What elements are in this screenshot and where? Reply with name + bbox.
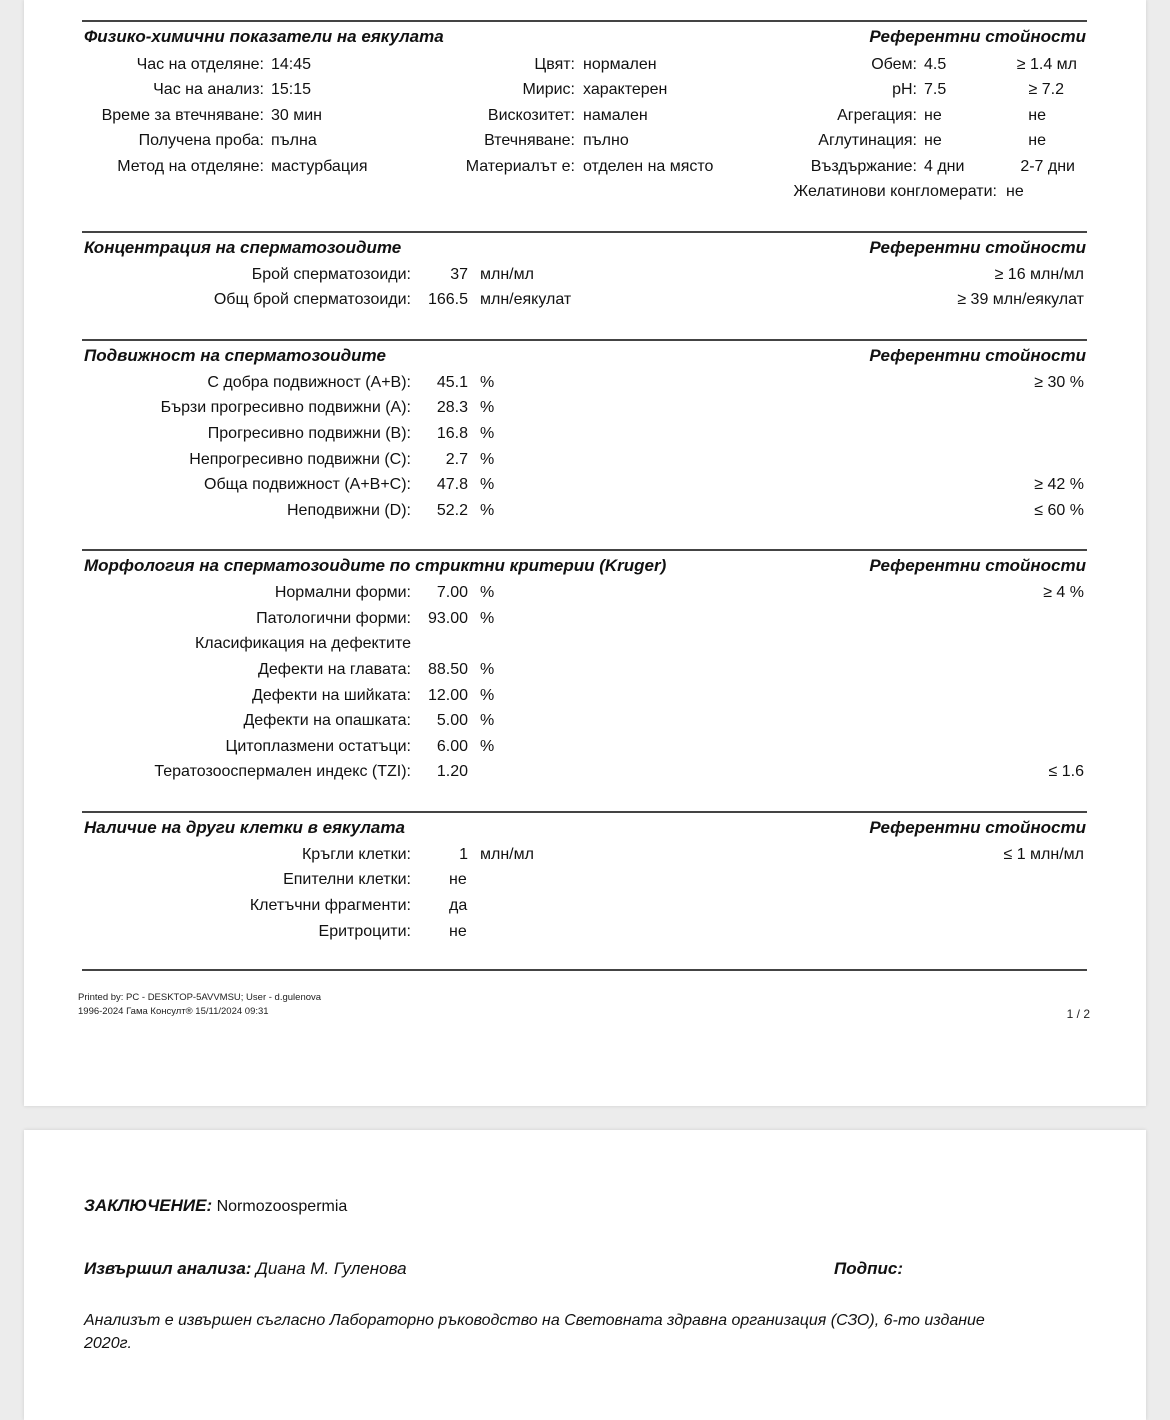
field-label: Материалът е: xyxy=(465,158,575,175)
field-value: нормален xyxy=(583,56,657,73)
field-unit: % xyxy=(480,399,495,416)
field-value: 6.00 xyxy=(436,738,468,755)
field-value: не xyxy=(449,871,467,888)
reference-value: не xyxy=(1028,107,1046,124)
section-divider xyxy=(82,231,1087,233)
note-line-1: Анализът е извършен съгласно Лабораторно ръководство на Световната здравна организация (СЗО), 6-то издание xyxy=(84,1312,985,1329)
morphology-section-title: Морфология на сперматозоидите по стриктни критерии (Kruger) xyxy=(84,556,667,575)
field-unit: % xyxy=(480,661,495,678)
printed-by: Printed by: PC - DESKTOP-5AVVMSU; User - d.gulenova xyxy=(78,992,322,1003)
field-unit: % xyxy=(480,610,495,627)
field-label: Втечняване: xyxy=(484,132,575,149)
section-divider xyxy=(82,811,1087,813)
motility-ref-header: Референтни стойности xyxy=(869,346,1086,365)
field-value: характерен xyxy=(583,81,668,98)
field-label: Непрогресивно подвижни (С): xyxy=(189,451,411,468)
field-label: Време за втечняване: xyxy=(101,107,264,124)
field-unit: % xyxy=(480,738,495,755)
field-value: 30 мин xyxy=(271,107,323,124)
conclusion xyxy=(84,1196,347,1216)
concentration-section-title: Концентрация на сперматозоидите xyxy=(84,238,402,257)
report-page-1 xyxy=(24,0,1146,1106)
reference-value: ≤ 60 % xyxy=(1034,502,1084,519)
field-label: Нормални форми: xyxy=(274,584,411,601)
reference-value: ≥ 30 % xyxy=(1034,374,1084,391)
copyright-line: 1996-2024 Гама Консулт® 15/11/2024 09:31 xyxy=(78,1006,269,1017)
motility-section-title: Подвижност на сперматозоидите xyxy=(84,346,386,365)
concentration-ref-header: Референтни стойности xyxy=(869,238,1086,257)
field-value: не xyxy=(449,923,467,940)
performed-value: Диана М. Гуленова xyxy=(255,1259,407,1278)
field-value: 7.5 xyxy=(924,81,947,98)
field-label: Патологични форми: xyxy=(256,610,411,627)
field-label: Вискозитет: xyxy=(487,107,575,124)
field-value: 15:15 xyxy=(271,81,312,98)
field-value: 47.8 xyxy=(436,476,468,493)
section-divider xyxy=(82,549,1087,551)
conclusion-value: Normozoospermia xyxy=(216,1198,348,1215)
field-label: Желатинови конгломерати: xyxy=(793,183,997,200)
field-label: Аглутинация: xyxy=(818,132,917,149)
field-label: Цитоплазмени остатъци: xyxy=(225,738,411,755)
field-value: 93.00 xyxy=(427,610,468,627)
field-value: 4 дни xyxy=(924,158,965,175)
field-value: не xyxy=(924,107,942,124)
signature-label: Подпис: xyxy=(834,1259,904,1278)
morphology-ref-header: Референтни стойности xyxy=(869,556,1086,575)
field-value: 88.50 xyxy=(427,661,468,678)
field-label: Метод на отделяне: xyxy=(117,158,264,175)
reference-value: ≥ 16 млн/мл xyxy=(994,266,1084,283)
reference-value: ≥ 1.4 мл xyxy=(1016,56,1077,73)
field-label: Получена проба: xyxy=(138,132,264,149)
field-value: не xyxy=(1006,183,1024,200)
reference-value: ≥ 4 % xyxy=(1043,584,1084,601)
field-label: Клетъчни фрагменти: xyxy=(249,897,411,914)
field-value: 4.5 xyxy=(924,56,947,73)
field-value: 37 xyxy=(450,266,468,283)
performed-label: Извършил анализа: xyxy=(84,1259,252,1278)
field-value: 52.2 xyxy=(436,502,468,519)
field-value: да xyxy=(449,897,468,914)
field-value: 7.00 xyxy=(436,584,468,601)
field-value: отделен на място xyxy=(583,158,714,175)
field-unit: % xyxy=(480,712,495,729)
field-value: намален xyxy=(583,107,648,124)
field-value: пълно xyxy=(583,132,629,149)
field-label: Обща подвижност (А+В+С): xyxy=(204,476,411,493)
field-value: 12.00 xyxy=(427,687,468,704)
field-label: Прогресивно подвижни (В): xyxy=(207,425,411,442)
reference-value: ≤ 1.6 xyxy=(1048,763,1084,780)
field-label: Обем: xyxy=(871,56,917,73)
report-page-2 xyxy=(24,1130,1146,1420)
note-line-2: 2020г. xyxy=(84,1335,132,1352)
field-value: не xyxy=(924,132,942,149)
field-value: 5.00 xyxy=(436,712,468,729)
field-label: Брой сперматозоиди: xyxy=(251,266,411,283)
field-label: Еритроцити: xyxy=(318,923,411,940)
physical-section-title: Физико-химични показатели на еякулата xyxy=(84,27,444,46)
reference-value: не xyxy=(1028,132,1046,149)
field-value: пълна xyxy=(271,132,317,149)
field-label: С добра подвижност (А+В): xyxy=(207,374,411,391)
field-label: Класификация на дефектите xyxy=(194,635,411,652)
field-label: Въздържание: xyxy=(810,158,917,175)
field-unit: % xyxy=(480,451,495,468)
field-value: мастурбация xyxy=(271,158,368,175)
physical-ref-header: Референтни стойности xyxy=(869,27,1086,46)
reference-value: ≥ 42 % xyxy=(1034,476,1084,493)
reference-value: 2-7 дни xyxy=(1020,158,1075,175)
field-unit: % xyxy=(480,425,495,442)
field-label: Час на анализ: xyxy=(153,81,264,98)
field-label: Неподвижни (D): xyxy=(286,502,411,519)
field-value: 45.1 xyxy=(436,374,468,391)
field-label: Дефекти на опашката: xyxy=(243,712,411,729)
field-label: Дефекти на шийката: xyxy=(252,687,411,704)
field-label: Тератозооспермален индекс (TZI): xyxy=(154,763,411,780)
performed-by xyxy=(84,1259,407,1279)
field-unit: % xyxy=(480,476,495,493)
footer-divider xyxy=(82,969,1087,971)
field-value: 1.20 xyxy=(436,763,468,780)
field-label: Агрегация: xyxy=(837,107,917,124)
field-label: pH: xyxy=(892,81,917,98)
field-value: 1 xyxy=(459,846,468,863)
field-label: Час на отделяне: xyxy=(136,56,264,73)
field-unit: % xyxy=(480,374,495,391)
field-label: Епителни клетки: xyxy=(283,871,411,888)
field-unit: млн/еякулат xyxy=(480,291,572,308)
field-unit: % xyxy=(480,687,495,704)
field-unit: % xyxy=(480,502,495,519)
field-unit: млн/мл xyxy=(480,266,534,283)
field-value: 2.7 xyxy=(445,451,468,468)
field-label: Дефекти на главата: xyxy=(258,661,411,678)
reference-value: ≥ 39 млн/еякулат xyxy=(957,291,1084,308)
field-value: 166.5 xyxy=(427,291,468,308)
section-divider xyxy=(82,339,1087,341)
field-label: Бързи прогресивно подвижни (А): xyxy=(160,399,411,416)
field-unit: млн/мл xyxy=(480,846,534,863)
other-cells-ref-header: Референтни стойности xyxy=(869,818,1086,837)
field-value: 28.3 xyxy=(436,399,468,416)
field-label: Мирис: xyxy=(522,81,575,98)
conclusion-label: ЗАКЛЮЧЕНИЕ: xyxy=(84,1196,213,1215)
field-value: 14:45 xyxy=(271,56,312,73)
field-unit: % xyxy=(480,584,495,601)
field-value: 16.8 xyxy=(436,425,468,442)
field-label: Кръгли клетки: xyxy=(301,846,411,863)
field-label: Общ брой сперматозоиди: xyxy=(213,291,411,308)
page-number: 1 / 2 xyxy=(1066,1007,1090,1021)
reference-value: ≥ 7.2 xyxy=(1028,81,1064,98)
other-cells-section-title: Наличие на други клетки в еякулата xyxy=(84,818,405,837)
section-divider xyxy=(82,20,1087,22)
field-label: Цвят: xyxy=(534,56,575,73)
reference-value: ≤ 1 млн/мл xyxy=(1003,846,1084,863)
